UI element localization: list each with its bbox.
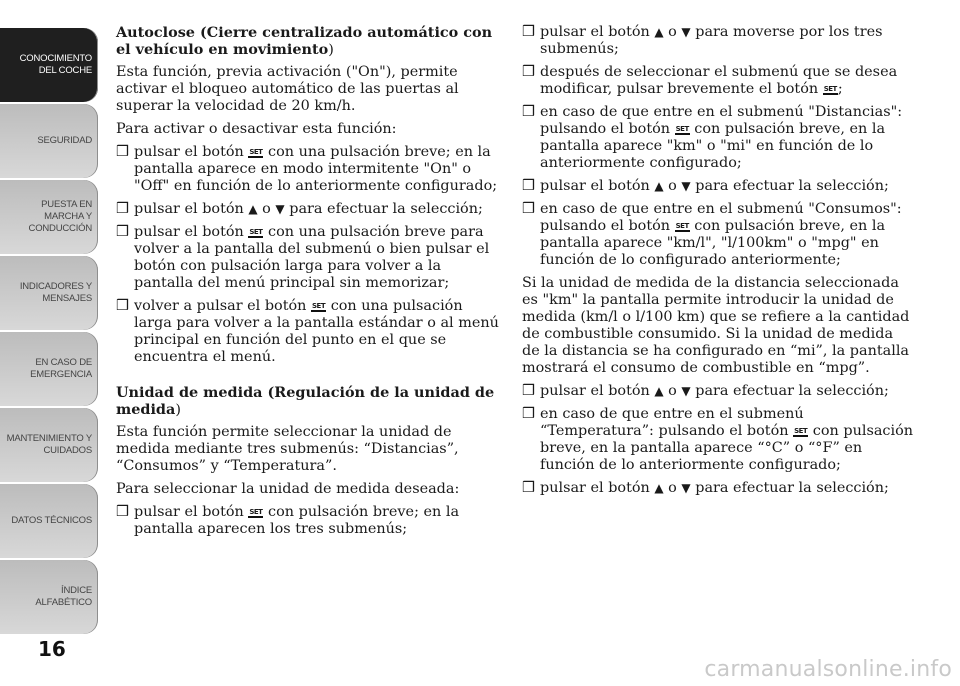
set-button-icon: SET — [249, 228, 263, 236]
left-column — [116, 24, 501, 544]
tab-label: PUESTA EN MARCHA Y CONDUCCIÓN — [28, 199, 92, 234]
arrow-down-icon: ▼ — [681, 481, 691, 495]
checkbox-icon: ❒ — [522, 201, 535, 217]
checkbox-icon: ❒ — [522, 383, 535, 399]
tab-datos-tecnicos[interactable] — [0, 484, 98, 558]
paragraph: Esta función permite seleccionar la unidad de medida mediante tres submenús: “Distancias”, “Consumos” y “Temperatura”. — [116, 424, 459, 474]
tab-indicadores-y-mensajes[interactable] — [0, 256, 98, 330]
paragraph: Para seleccionar la unidad de medida deseada: — [116, 481, 460, 497]
checkbox-icon: ❒ — [522, 64, 535, 80]
paragraph: Esta función, previa activación ("On"), permite activar el bloqueo automático de las puertas al superar la velocidad de 20 km/h. — [116, 64, 459, 114]
set-button-icon: SET — [249, 508, 263, 516]
list-item: ❒ pulsar el botón ▲ o ▼ para moverse por los tres submenús; — [522, 24, 883, 57]
checkbox-icon: ❒ — [116, 224, 129, 240]
arrow-down-icon: ▼ — [681, 384, 691, 398]
checkbox-icon: ❒ — [116, 504, 129, 520]
tab-label: EN CASO DE EMERGENCIA — [30, 357, 92, 380]
list-item: ❒ pulsar el botón ▲ o ▼ para efectuar la selección; — [522, 178, 889, 194]
arrow-up-icon: ▲ — [654, 179, 664, 193]
checkbox-icon: ❒ — [522, 24, 535, 40]
tab-mantenimiento-y-cuidados[interactable] — [0, 408, 98, 482]
set-button-icon: SET — [675, 125, 689, 133]
heading-unidad-de-medida: Unidad de medida (Regulación de la unidad de medida) — [116, 384, 495, 418]
set-button-icon: SET — [823, 85, 837, 93]
section-sidebar — [0, 28, 100, 636]
arrow-down-icon: ▼ — [681, 179, 691, 193]
arrow-up-icon: ▲ — [248, 202, 258, 216]
list-item: ❒ en caso de que entre en el submenú “Temperatura”: pulsando el botón SET con pulsación breve, en la pantalla aparece “°C” o “°F” en función de lo anteriormente configurado; — [522, 406, 914, 473]
checkbox-icon: ❒ — [522, 406, 535, 422]
list-item: ❒ pulsar el botón ▲ o ▼ para efectuar la selección; — [116, 201, 483, 217]
page-number: 16 — [38, 637, 66, 661]
arrow-up-icon: ▲ — [654, 481, 664, 495]
paragraph: Para activar o desactivar esta función: — [116, 121, 397, 137]
list-item: ❒ pulsar el botón SET con una pulsación breve; en la pantalla aparece en modo intermitente "On" o "Off" en función de lo anteriormente configurado; — [116, 144, 498, 194]
list-item: ❒ volver a pulsar el botón SET con una pulsación larga para volver a la pantalla estándar o al menú principal en función del punto en el que se encuentra el menú. — [116, 298, 499, 365]
list-item: ❒ pulsar el botón SET con una pulsación breve para volver a la pantalla del submenú o bien pulsar el botón con pulsación larga para volver a la pantalla del menú principal sin memorizar; — [116, 224, 490, 291]
list-item: ❒ pulsar el botón SET con pulsación breve; en la pantalla aparecen los tres submenús; — [116, 504, 460, 537]
arrow-down-icon: ▼ — [681, 25, 691, 39]
list-item: ❒ después de seleccionar el submenú que se desea modificar, pulsar brevemente el botón SET; — [522, 64, 898, 97]
arrow-down-icon: ▼ — [275, 202, 285, 216]
checkbox-icon: ❒ — [522, 178, 535, 194]
tab-puesta-en-marcha[interactable] — [0, 180, 98, 254]
tab-label: SEGURIDAD — [37, 135, 92, 147]
list-item: ❒ en caso de que entre en el submenú "Distancias": pulsando el botón SET con pulsación breve, en la pantalla aparece "km" o "mi" en función de lo anteriormente configurado; — [522, 104, 903, 171]
list-item: ❒ pulsar el botón ▲ o ▼ para efectuar la selección; — [522, 383, 889, 399]
tab-label: MANTENIMIENTO Y CUIDADOS — [6, 433, 92, 456]
paragraph: Si la unidad de medida de la distancia seleccionada es "km" la pantalla permite introducir la unidad de medida (km/l o l/100 km) que se refiere a la cantidad de combustible consumido. Si la unidad de medida de la distancia se ha configurado en “mi”, la pantalla mostrará el consumo de combustible en “mpg”. — [522, 275, 910, 376]
tab-conocimiento-del-coche[interactable] — [0, 28, 98, 102]
tab-label: INDICADORES Y MENSAJES — [19, 281, 92, 304]
list-item: ❒ en caso de que entre en el submenú "Consumos": pulsando el botón SET con pulsación breve, en la pantalla aparece "km/l", "l/100km" o "mpg" en función de lo configurado anteriormente; — [522, 201, 902, 268]
tab-seguridad[interactable] — [0, 104, 98, 178]
checkbox-icon: ❒ — [116, 298, 129, 314]
set-button-icon: SET — [675, 222, 689, 230]
set-button-icon: SET — [312, 302, 326, 310]
list-item: ❒ pulsar el botón ▲ o ▼ para efectuar la selección; — [522, 480, 889, 496]
checkbox-icon: ❒ — [522, 104, 535, 120]
tab-label: DATOS TÉCNICOS — [11, 515, 92, 527]
tab-label: ÍNDICE ALFABÉTICO — [35, 585, 92, 608]
watermark: carmanualsonline.info — [704, 657, 952, 682]
checkbox-icon: ❒ — [116, 144, 129, 160]
arrow-up-icon: ▲ — [654, 25, 664, 39]
tab-indice-alfabetico[interactable] — [0, 560, 98, 634]
tab-en-caso-de-emergencia[interactable] — [0, 332, 98, 406]
right-column — [522, 24, 914, 503]
heading-autoclose: Autoclose (Cierre centralizado automático con el vehículo en movimiento) — [116, 24, 493, 58]
arrow-up-icon: ▲ — [654, 384, 664, 398]
set-button-icon: SET — [249, 148, 263, 156]
checkbox-icon: ❒ — [116, 201, 129, 217]
tab-label: CONOCIMIENTO DEL COCHE — [19, 53, 92, 76]
set-button-icon: SET — [794, 427, 808, 435]
checkbox-icon: ❒ — [522, 480, 535, 496]
